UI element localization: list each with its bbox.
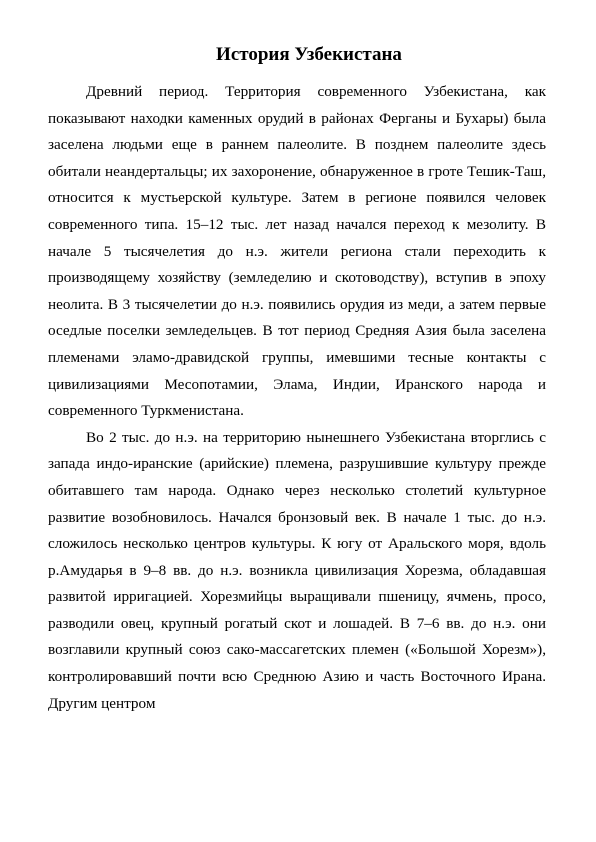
document-body — [48, 79, 546, 717]
paragraph-ancient-period: Древний период. Территория современного Узбекистана, как показывают находки каменных орудий в районах Ферганы и Бухары) была заселена людьми еще в раннем палеолите. В позднем палеолите здесь обитали неандертальцы; их захоронение, обнаруженное в гроте Тешик-Таш, относится к мустьерской культуре. Затем в регионе появился человек современного типа. 15–12 тыс. лет назад начался переход к мезолиту. В начале 5 тысячелетия до н.э. жители региона стали переходить к производящему хозяйству (земледелию и скотоводству), вступив в эпоху неолита. В 3 тысячелетии до н.э. появились орудия из меди, а затем первые оседлые поселки земледельцев. В тот период Средняя Азия была заселена племенами эламо-дравидской группы, имевшими тесные контакты с цивилизациями Месопотамии, Элама, Индии, Иранского народа и современного Туркменистана. — [48, 83, 546, 420]
document-title: История Узбекистана — [216, 44, 402, 65]
paragraph-bronze-age: Во 2 тыс. до н.э. на территорию нынешнего Узбекистана вторглись с запада индо-иранские (арийские) племена, разрушившие культуру прежде обитавшего там народа. Однако через несколько столетий культурное развитие возобновилось. Начался бронзовый век. В начале 1 тыс. до н.э. сложилось несколько центров культуры. К югу от Аральского моря, вдоль р.Амударья в 9–8 вв. до н.э. возникла цивилизация Хорезма, обладавшая развитой ирригацией. Хорезмийцы выращивали пшеницу, ячмень, просо, разводили овец, крупный рогатый скот и лошадей. В 7–6 вв. до н.э. они возглавили крупный союз сако-массагетских племен («Большой Хорезм»), контролировавший почти всю Среднюю Азию и часть Восточного Ирана. Другим центром — [48, 428, 546, 712]
